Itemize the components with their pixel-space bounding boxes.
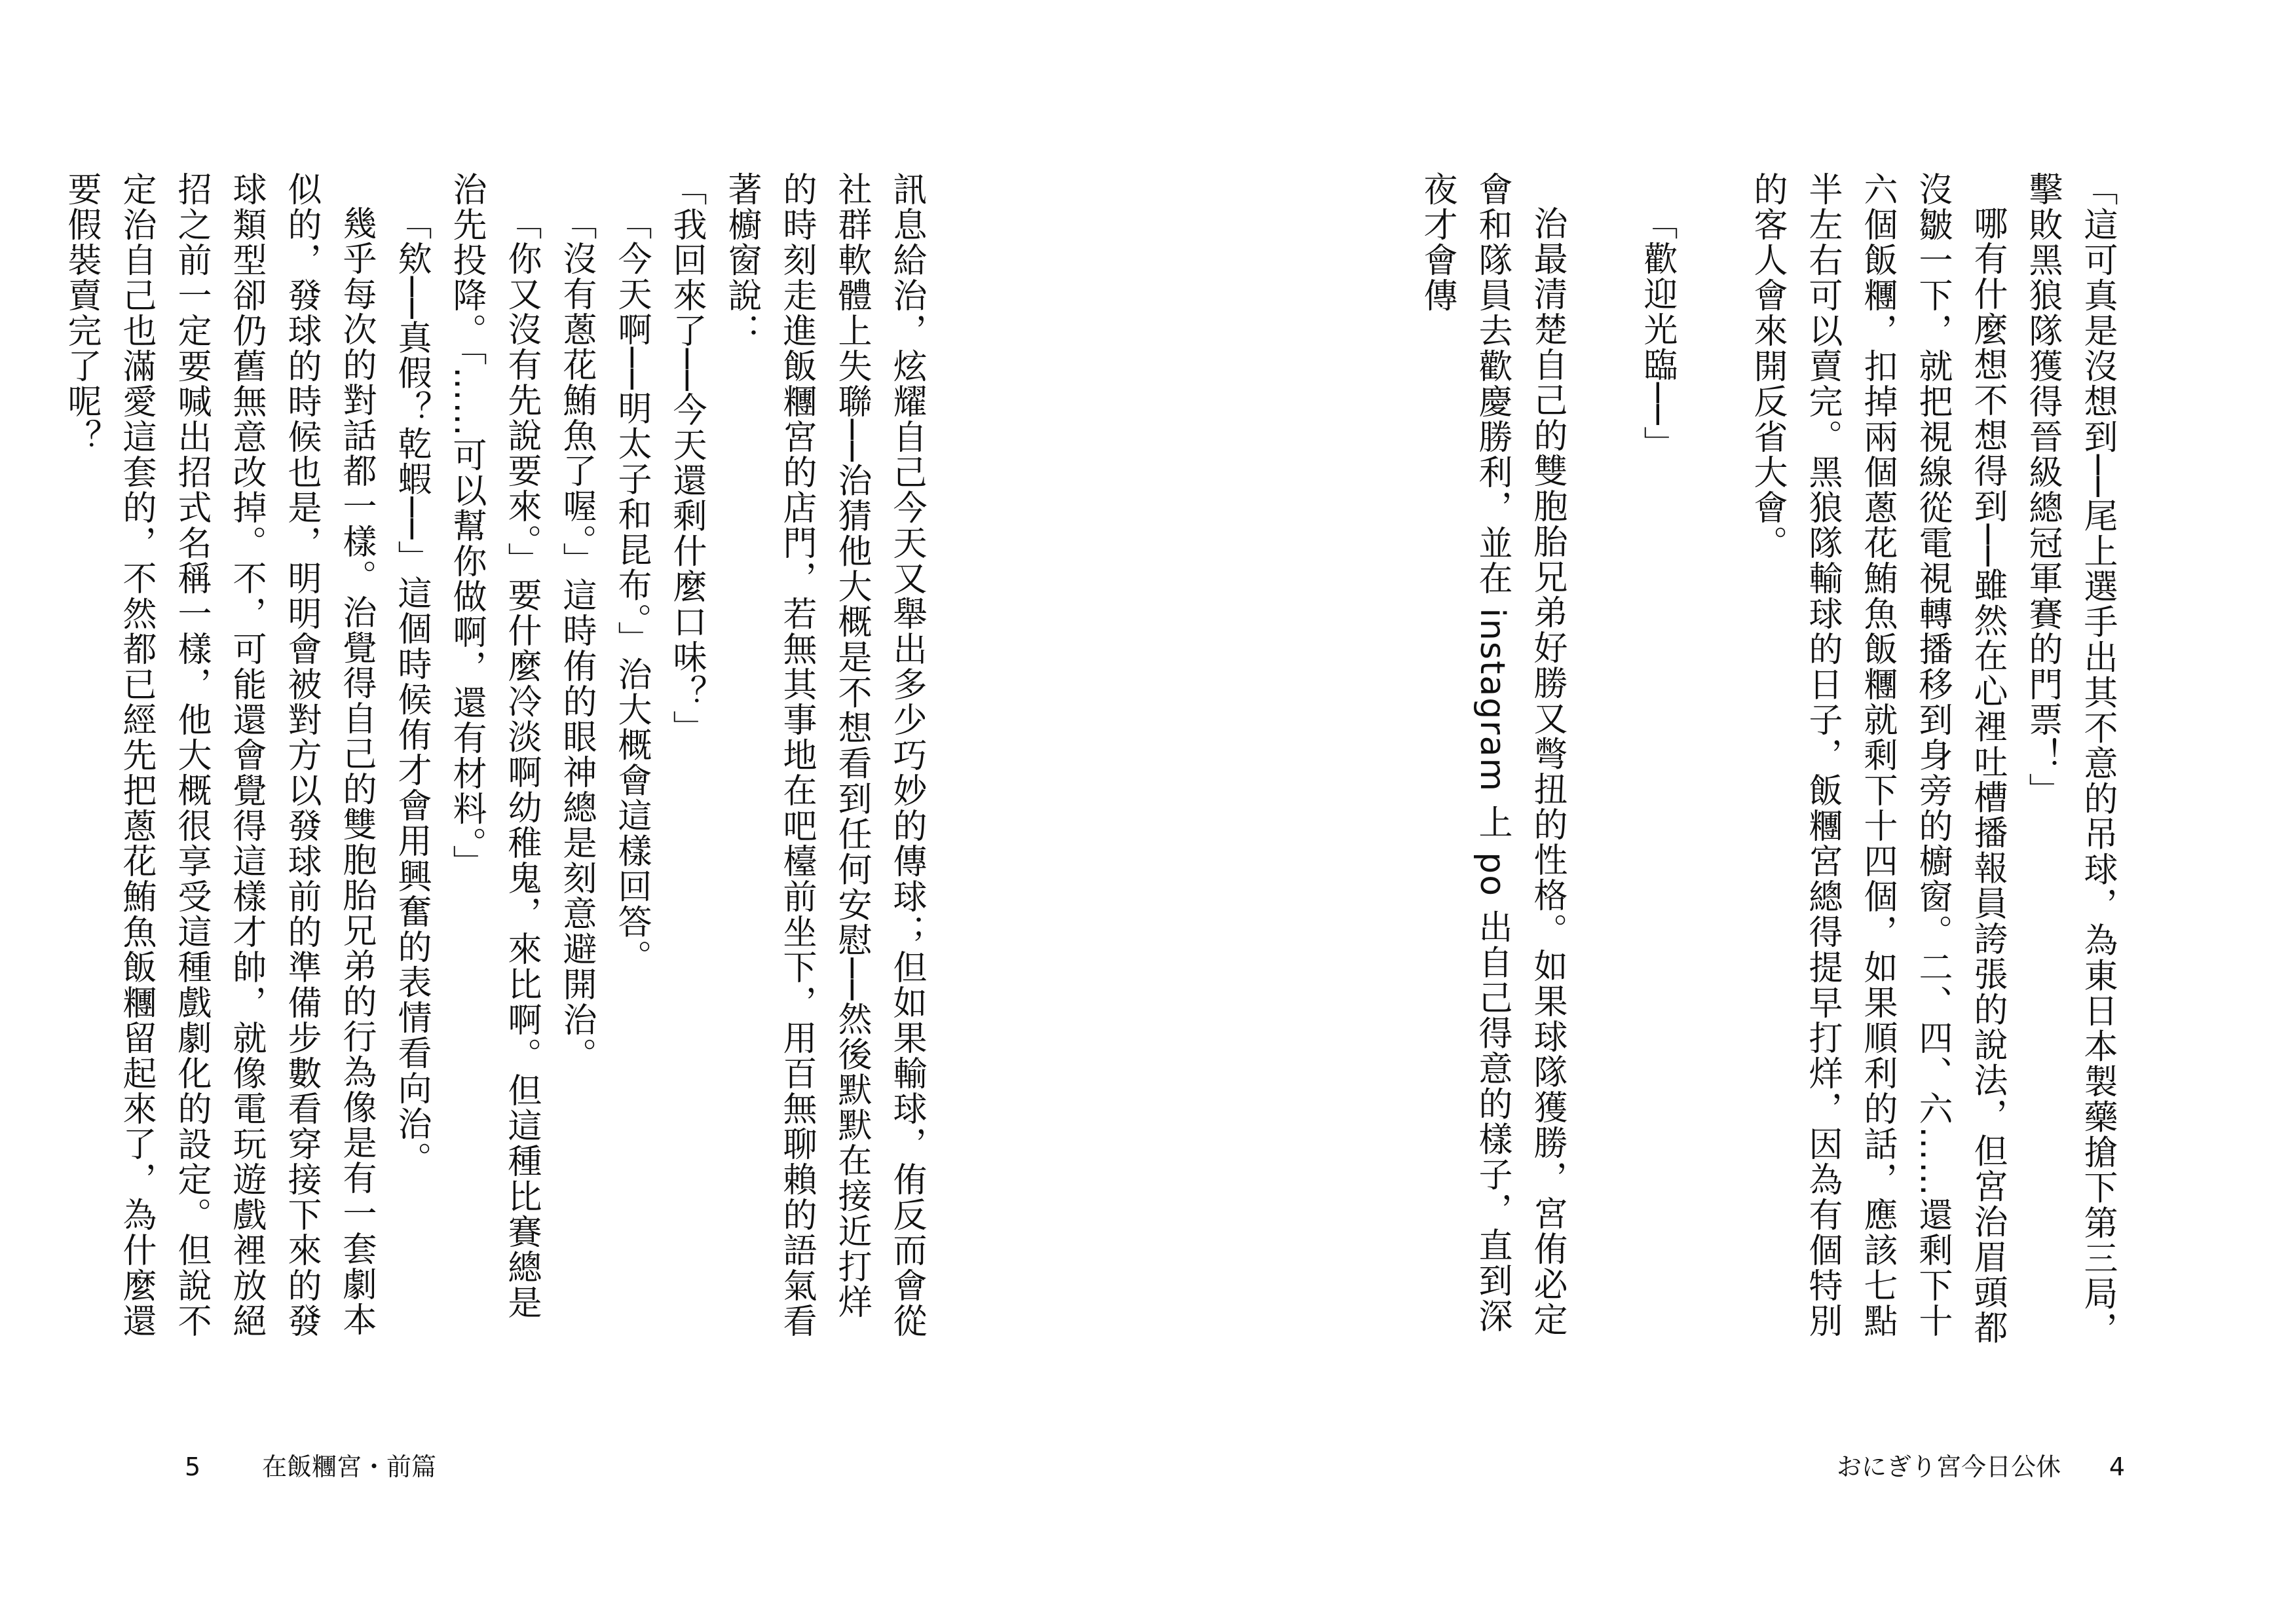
running-title: おにぎり宮今日公休 [1836,1452,2061,1481]
right-paragraph-1: 「這可真是沒想到──尾上選手出其不意的吊球，為東日本製藥搶下第三局，擊敗黑狼隊獲得晉級總冠軍賽的門票！」 [2023,172,2117,1347]
page-number: 5 [185,1452,201,1481]
left-paragraph-2: 「我回來了──今天還剩什麼口味？」 [667,172,706,746]
left-paragraph-6: 「欸──真假？乾蝦──」這個時候侑才會用興奮的表情看向治。 [392,206,431,1177]
running-title: 在飯糰宮・前篇 [262,1452,437,1481]
left-paragraph-3: 「今天啊──明太子和昆布。」治大概會這樣回答。 [612,206,651,975]
page-number: 4 [2109,1452,2125,1481]
left-paragraph-7: 幾乎每次的對話都一樣。治覺得自己的雙胞胎兄弟的行為像是有一套劇本似的，發球的時候也是，明明會被對方以發球前的準備步數看穿接下來的發球類型卻仍舊無意改掉。不，可能還會覺得這樣才帥，就像電玩遊戲裡放絕招之前一定要喊出招式名稱一樣，他大概很享受這種戲劇化的設定。但說不定治自己也滿愛這套的，不然都已經先把蔥花鮪魚飯糰留起來了，為什麼還要假裝賣完了呢？ [62,172,376,1338]
right-paragraph-3: 「歡迎光臨──」 [1638,206,1677,462]
left-page-body [62,172,934,1350]
left-paragraph-1: 訊息給治，炫耀自己今天又舉出多少巧妙的傳球；但如果輸球，侑反而會從社群軟體上失聯──治猜他大概是不想看到任何安慰──然後默默在接近打烊的時刻走進飯糰宮的店門，若無其事地在吧檯前坐下，用百無聊賴的語氣看著櫥窗說： [722,172,926,1338]
right-paragraph-4: 治最清楚自己的雙胞胎兄弟好勝又彆扭的性格。如果球隊獲勝，宮侑必定會和隊員去歡慶勝利，並在 instagram 上 po 出自己得意的樣子，直到深夜才會傳 [1417,172,1567,1337]
right-page-body [1417,172,2125,1350]
right-paragraph-2: 哪有什麼想不想得到──雖然在心裡吐槽播報員誇張的說法，但宮治眉頭都沒皺一下，就把視線從電視轉播移到身旁的櫥窗。二、四、六……還剩下十六個飯糰，扣掉兩個蔥花鮪魚飯糰就剩下十四個，如果順利的話，應該七點半左右可以賣完。黑狼隊輸球的日子，飯糰宮總得提早打烊，因為有個特別的客人會來開反省大會。 [1748,172,2007,1346]
right-page [1145,0,2290,1624]
left-paragraph-4: 「沒有蔥花鮪魚了喔。」這時侑的眼神總是刻意避開治。 [557,206,596,1073]
left-paragraph-5: 「你又沒有先說要來。」要什麼冷淡啊幼稚鬼，來比啊。但這種比賽總是治先投降。「……可以幫你做啊，還有材料。」 [447,172,541,1320]
